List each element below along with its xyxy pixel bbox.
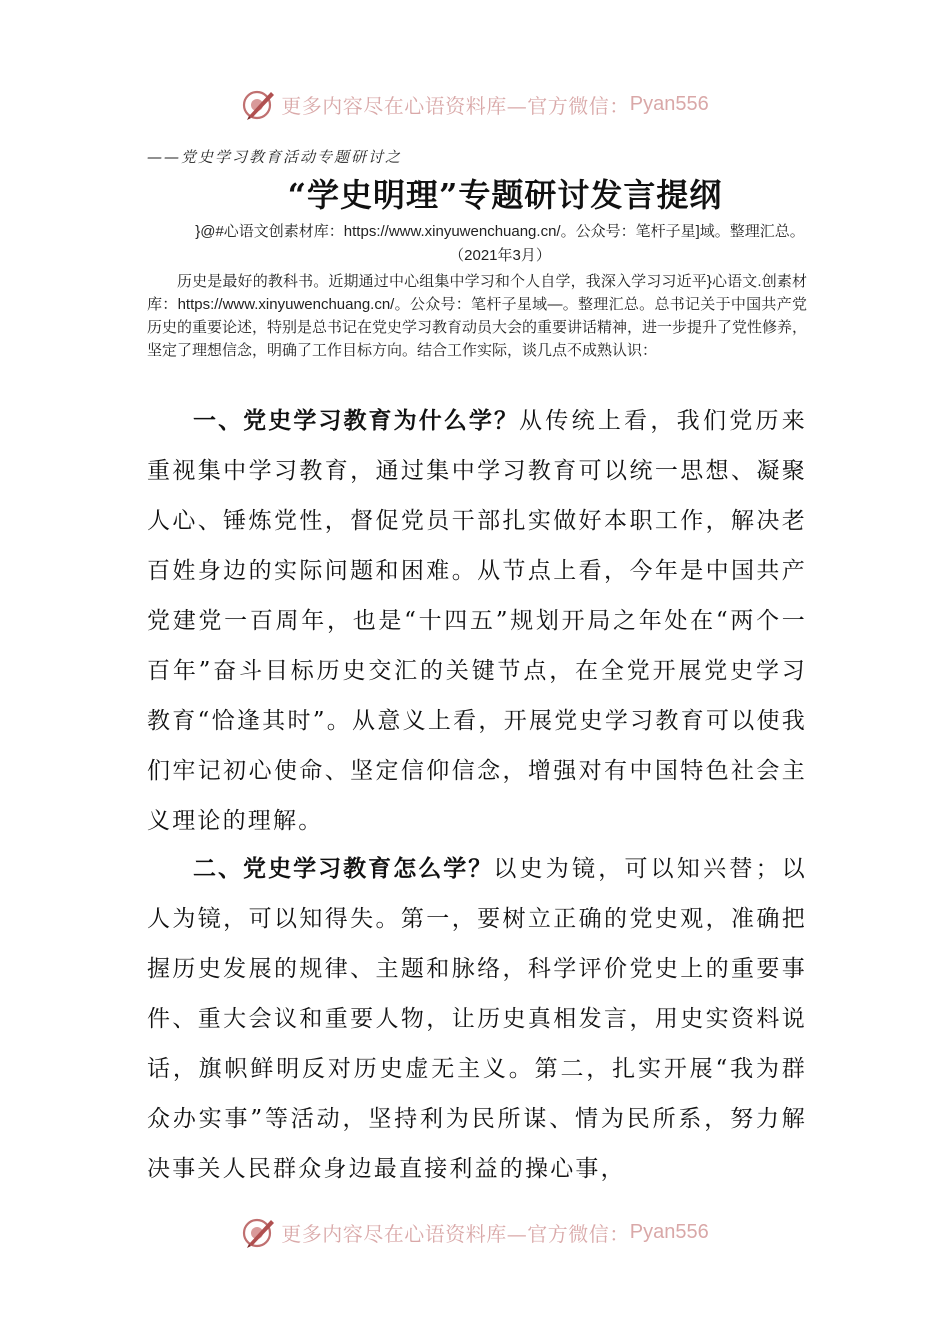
document-title: “学史明理”专题研讨发言提纲: [287, 176, 723, 214]
pen-logo-icon: [241, 86, 277, 122]
banner-wechat-id: Pyan556: [629, 1220, 709, 1243]
section-paragraph-1: [147, 396, 807, 846]
pen-logo-icon: [241, 1214, 277, 1250]
section-heading-2: 二、党史学习教育怎么学？: [193, 856, 494, 882]
banner-text: 更多内容尽在心语资料库—官方微信：: [281, 1221, 630, 1246]
document-subtitle: ——党史学习教育活动专题研讨之: [147, 148, 403, 166]
banner-text: 更多内容尽在心语资料库—官方微信：: [281, 93, 630, 118]
source-note: }@#心语文创素材库：https://www.xinyuwenchuang.cn/。公众号：笔杆子星]域。整理汇总。（2021年3月）: [195, 223, 805, 264]
header-banner: [0, 84, 950, 124]
section-text-1: 从传统上看，我们党历来重视集中学习教育，通过集中学习教育可以统一思想、凝聚人心、锤炼党性，督促党员干部扎实做好本职工作，解决老百姓身边的实际问题和困难。从节点上看，今年是中国共产党建党一百周年，也是“十四五”规划开局之年处在“两个一百年”奋斗目标历史交汇的关键节点，在全党开展党史学习教育“恰逢其时”。从意义上看，开展党史学习教育可以使我们牢记初心使命、坚定信仰信念，增强对有中国特色社会主义理论的理解。: [147, 408, 807, 834]
footer-banner: [0, 1212, 950, 1252]
intro-paragraph: 历史是最好的教科书。近期通过中心组集中学习和个人自学，我深入学习习近平}心语文.创素材库：https://www.xinyuwenchuang.cn/。公众号：笔杆子星域—。整理汇总。总书记关于中国共产党历史的重要论述，特别是总书记在党史学习教育动员大会的重要讲话精神，进一步提升了党性修养，坚定了理想信念，明确了工作目标方向。结合工作实际，谈几点不成熟认识：: [147, 273, 808, 359]
banner-wechat-id: Pyan556: [629, 92, 709, 115]
section-text-2: 以史为镜，可以知兴替；以人为镜，可以知得失。第一，要树立正确的党史观，准确把握历史发展的规律、主题和脉络，科学评价党史上的重要事件、重大会议和重要人物，让历史真相发言，用史实资料说话，旗帜鲜明反对历史虚无主义。第二，扎实开展“我为群众办实事”等活动，坚持利为民所谋、情为民所系，努力解决事关人民群众身边最直接利益的操心事，: [147, 856, 807, 1182]
section-heading-1: 一、党史学习教育为什么学？: [193, 408, 520, 434]
section-paragraph-2: [147, 844, 807, 1194]
